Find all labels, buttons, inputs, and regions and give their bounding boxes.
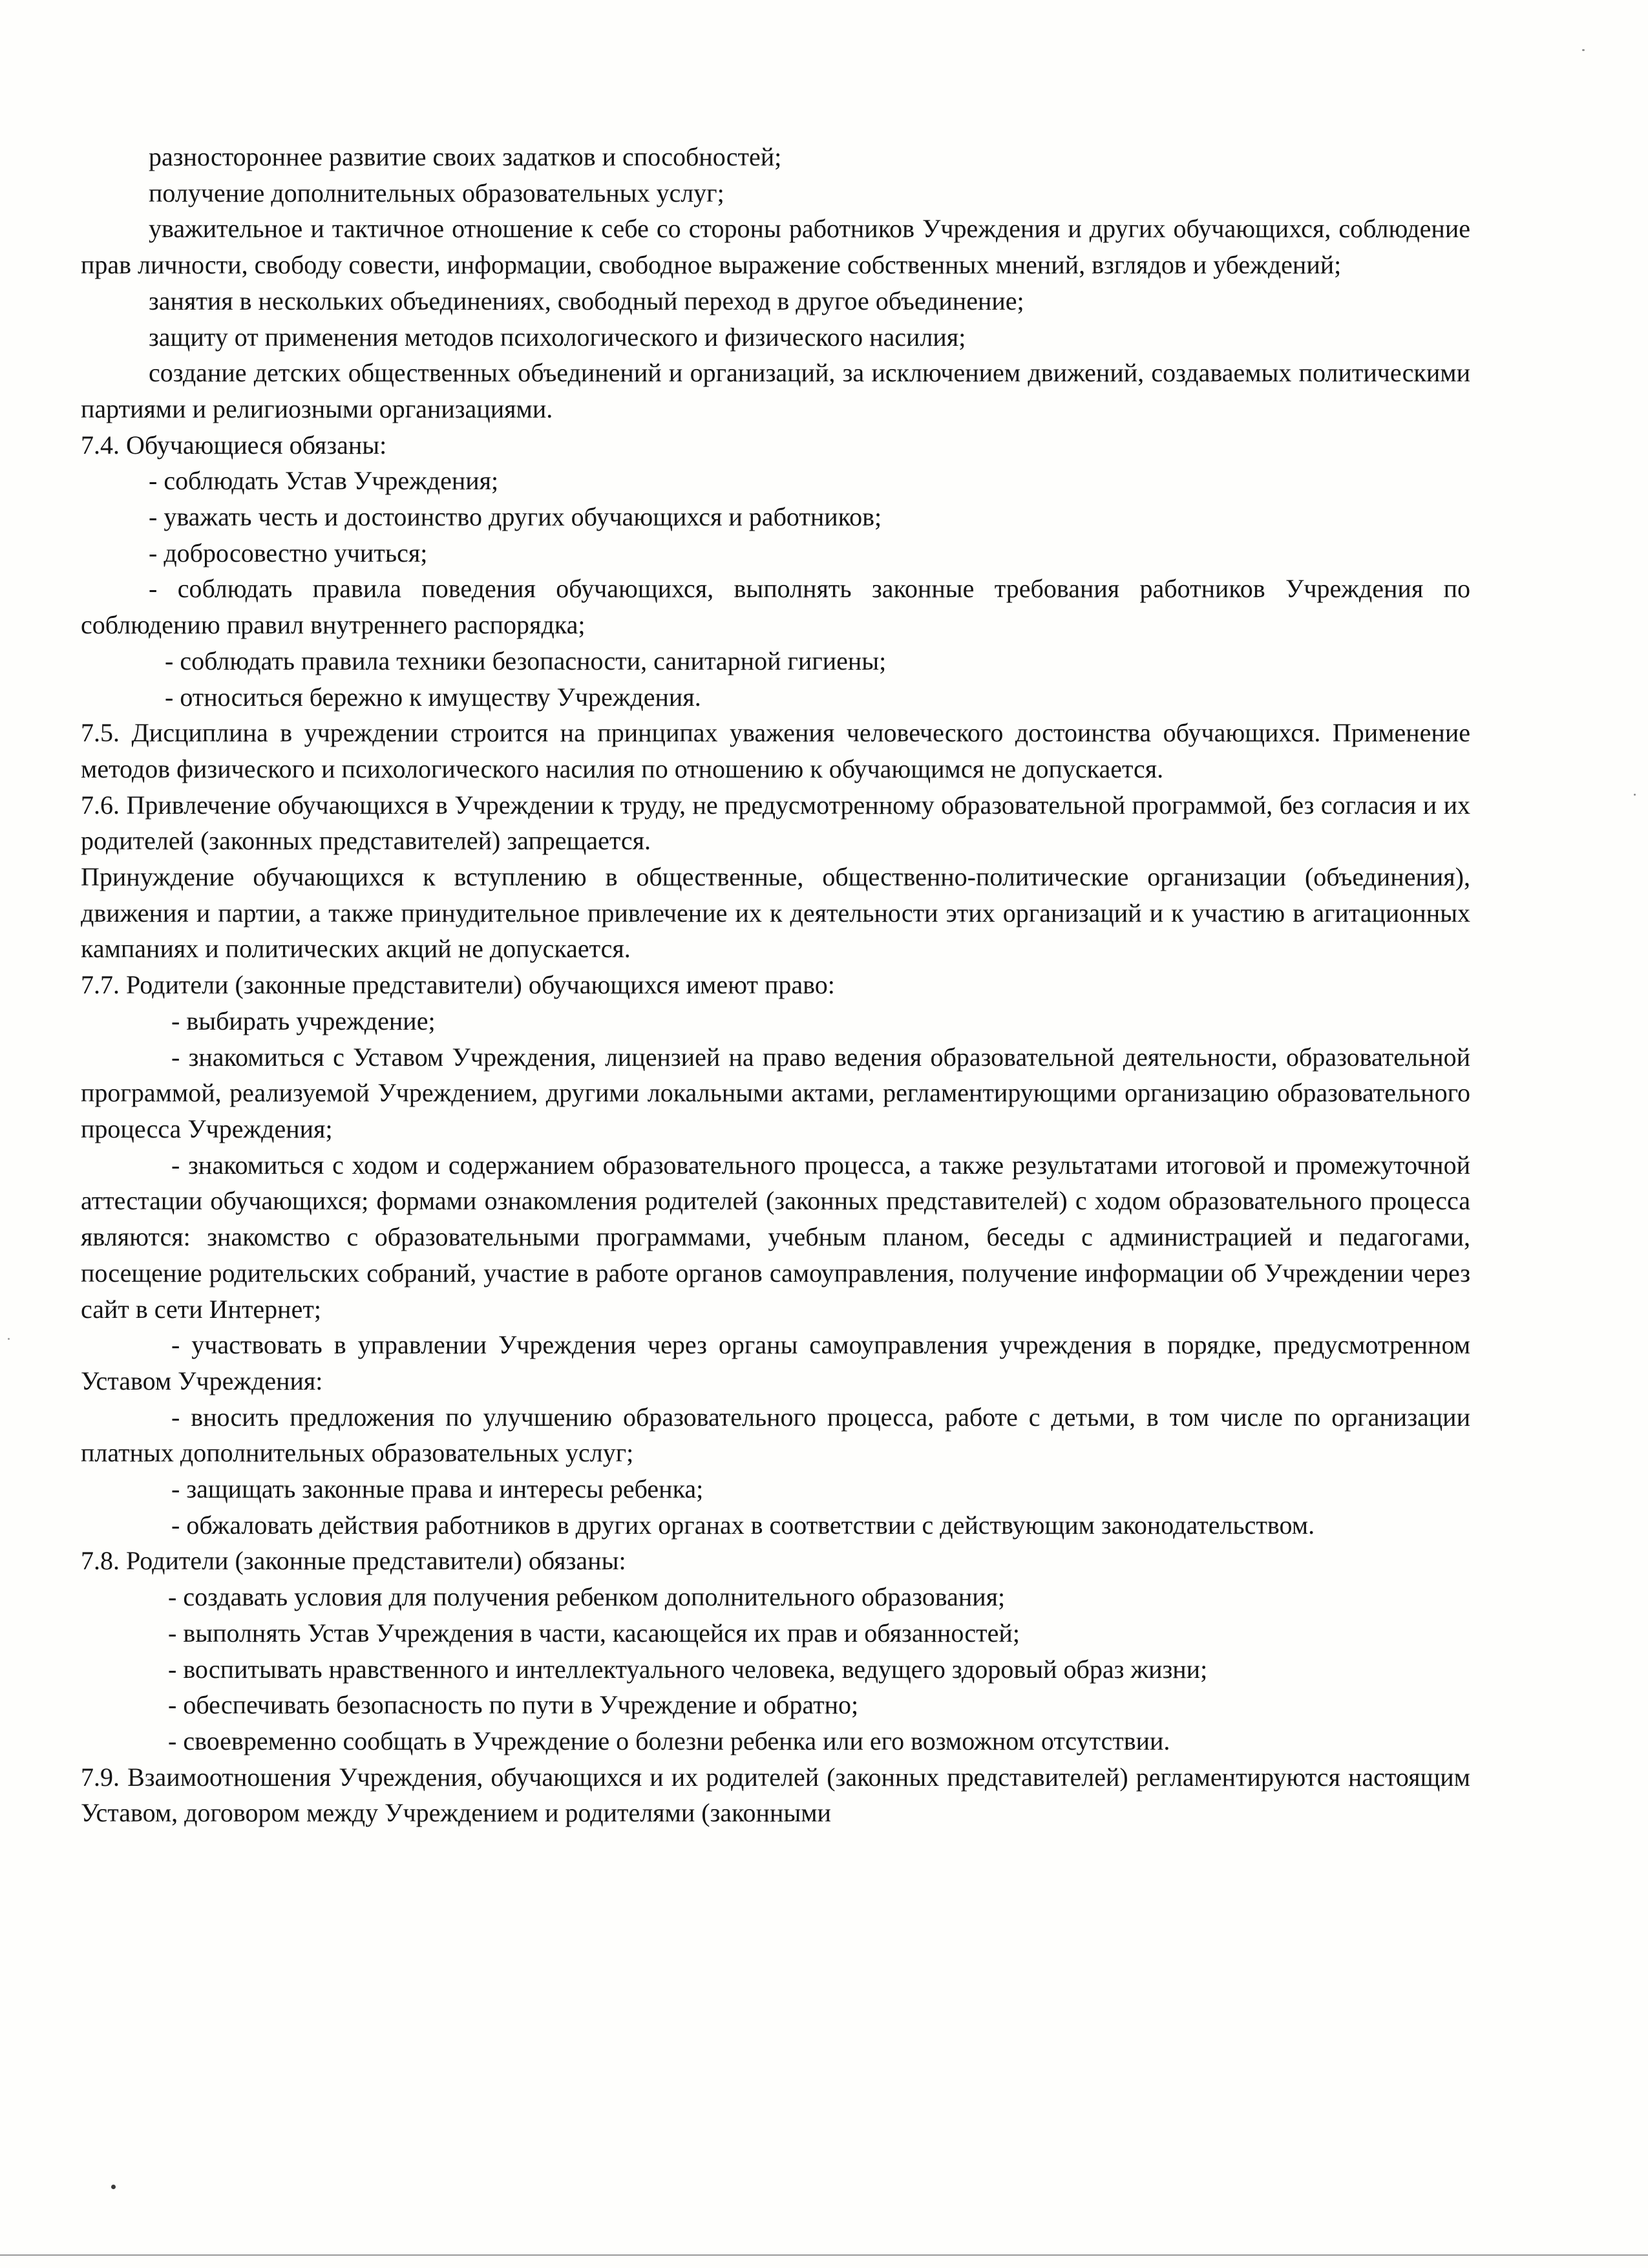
scan-edge-line: [0, 2254, 1648, 2256]
section-heading: 7.4. Обучающиеся обязаны:: [81, 430, 387, 460]
list-item: - создавать условия для получения ребенком дополнительного образования;: [168, 1582, 1006, 1612]
list-item: - защищать законные права и интересы ребенка;: [171, 1474, 704, 1504]
list-item: - соблюдать правила поведения обучающихся, выполнять законные требования работников Учреждения по соблюдению правил внутреннего распорядка;: [81, 574, 1470, 640]
paragraph: Принуждение обучающихся к вступлению в общественные, общественно-политические организации (объединения), движения и партии, а также принудительное привлечение их к деятельности этих организаций и к участию в агитационных кампаниях и политических акций не допускается.: [81, 862, 1470, 964]
list-item: - соблюдать правила техники безопасности, санитарной гигиены;: [165, 646, 887, 675]
list-item: - уважать честь и достоинство других обучающихся и работников;: [149, 502, 882, 532]
list-item: - выполнять Устав Учреждения в части, касающейся их прав и обязанностей;: [168, 1618, 1020, 1648]
section-paragraph: 7.5. Дисциплина в учреждении строится на принципах уважения человеческого достоинства обучающихся. Применение методов физического и психологического насилия по отношению к обучающимся не допускается.: [81, 718, 1470, 783]
list-item: - относиться бережно к имуществу Учреждения.: [165, 682, 701, 712]
list-item: - обеспечивать безопасность по пути в Учреждение и обратно;: [168, 1690, 859, 1720]
document-body: [81, 139, 1470, 1831]
paragraph: уважительное и тактичное отношение к себе со стороны работников Учреждения и других обучающихся, соблюдение прав личности, свободу совести, информации, свободное выражение собственных мнений, взглядов и убеждений;: [81, 214, 1470, 280]
list-item: - воспитывать нравственного и интеллектуального человека, ведущего здоровый образ жизни;: [168, 1654, 1208, 1684]
paragraph: защиту от применения методов психологического и физического насилия;: [149, 322, 966, 352]
paragraph: получение дополнительных образовательных услуг;: [149, 178, 724, 207]
scan-speck: [1634, 794, 1636, 796]
paragraph: разностороннее развитие своих задатков и способностей;: [149, 142, 782, 171]
section-heading: 7.7. Родители (законные представители) обучающихся имеют право:: [81, 970, 835, 1000]
paragraph: создание детских общественных объединений и организаций, за исключением движений, создаваемых политическими партиями и религиозными организациями.: [81, 358, 1470, 423]
section-paragraph: 7.9. Взаимоотношения Учреждения, обучающихся и их родителей (законных представителей) регламентируются настоящим Уставом, договором между Учреждением и родителями (законными: [81, 1762, 1470, 1828]
scan-speck: [111, 2185, 116, 2189]
scan-speck: [1582, 49, 1585, 51]
list-item: - своевременно сообщать в Учреждение о болезни ребенка или его возможном отсутствии.: [168, 1726, 1170, 1755]
list-item: - знакомиться с ходом и содержанием образовательного процесса, а также результатами итоговой и промежуточной аттестации обучающихся; формами ознакомления родителей (законных представителей) с ходом образовательного процесса являются: знакомство с образовательными программами, учебным планом, беседы с администрацией и педагогами, посещение родительских собраний, участие в работе органов самоуправления, получение информации об Учреждении через сайт в сети Интернет;: [81, 1150, 1470, 1324]
list-item: - обжаловать действия работников в других органах в соответствии с действующим законодательством.: [171, 1510, 1315, 1540]
list-item: - соблюдать Устав Учреждения;: [149, 466, 499, 496]
section-paragraph: 7.6. Привлечение обучающихся в Учреждении к труду, не предусмотренному образовательной программой, без согласия и их родителей (законных представителей) запрещается.: [81, 790, 1470, 856]
section-heading: 7.8. Родители (законные представители) обязаны:: [81, 1546, 626, 1576]
paragraph: занятия в нескольких объединениях, свободный переход в другое объединение;: [149, 286, 1024, 315]
list-item: - выбирать учреждение;: [171, 1006, 436, 1035]
scan-speck: [8, 1338, 10, 1340]
list-item: - вносить предложения по улучшению образовательного процесса, работе с детьми, в том числе по организации платных дополнительных образовательных услуг;: [81, 1402, 1470, 1468]
list-item: - участвовать в управлении Учреждения через органы самоуправления учреждения в порядке, предусмотренном Уставом Учреждения:: [81, 1330, 1470, 1395]
list-item: - добросовестно учиться;: [149, 538, 428, 567]
list-item: - знакомиться с Уставом Учреждения, лицензией на право ведения образовательной деятельности, образовательной программой, реализуемой Учреждением, другими локальными актами, регламентирующими организацию образовательного процесса Учреждения;: [81, 1042, 1470, 1143]
